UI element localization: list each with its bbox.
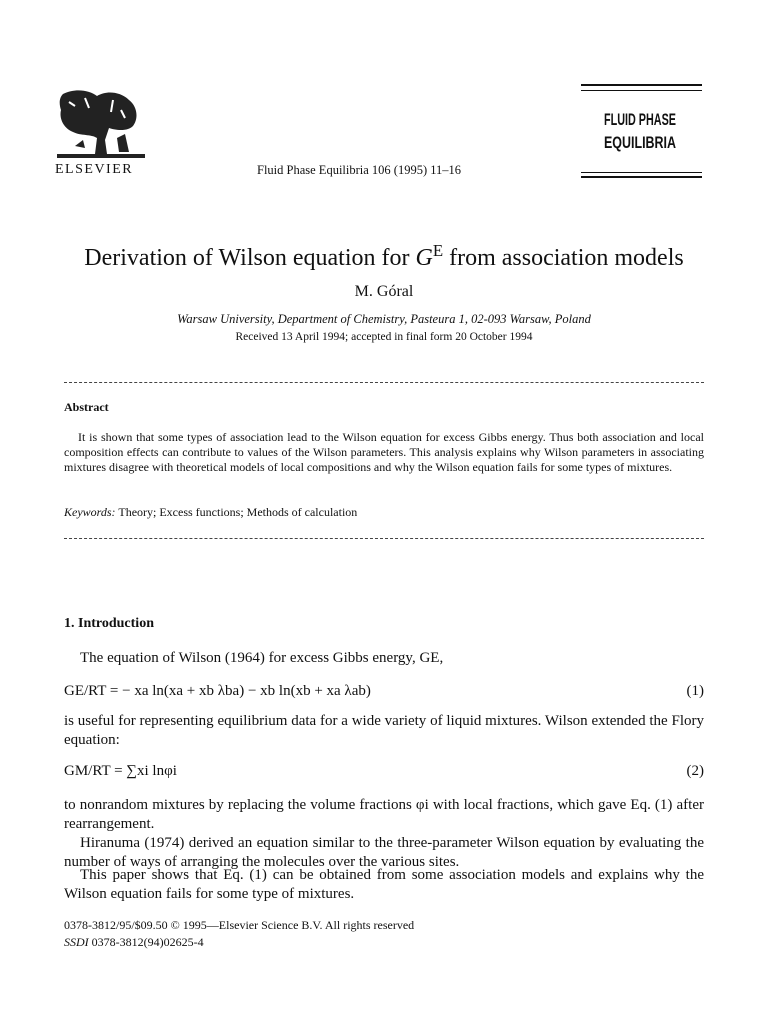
ssdi-code: 0378-3812(94)02625-4 <box>91 935 204 949</box>
paragraph-hiranuma: Hiranuma (1974) derived an equation similar to the three-parameter Wilson equation by evaluating the number of ways of arranging the molecules over the various sites. <box>64 835 704 870</box>
keywords <box>64 505 357 520</box>
copyright-line: 0378-3812/95/$09.50 © 1995—Elsevier Science B.V. All rights reserved <box>64 918 415 932</box>
journal-citation: Fluid Phase Equilibria 106 (1995) 11–16 <box>257 163 462 177</box>
equation-2-number: (2) <box>686 763 704 779</box>
paragraph-scope: This paper shows that Eq. (1) can be obtained from some association models and explains why the Wilson equation fails for some type of mixtures. <box>64 867 704 902</box>
received-dates: Received 13 April 1994; accepted in final form 20 October 1994 <box>235 331 533 343</box>
journal-logo-line1: FLUID PHASE <box>604 110 676 129</box>
divider <box>64 538 704 539</box>
journal-logo-rule <box>581 172 702 173</box>
section-heading: 1. Introduction <box>64 616 154 631</box>
ssdi-line <box>64 935 204 950</box>
keywords-list: Theory; Excess functions; Methods of calculation <box>118 505 358 519</box>
journal-logo-rule <box>581 90 702 91</box>
elsevier-tree-logo <box>55 88 147 162</box>
abstract-heading: Abstract <box>64 400 109 414</box>
equation-1: GE/RT = − xa ln(xa + xb λba) − xb ln(xb + xa λab) <box>64 683 371 699</box>
affiliation: Warsaw University, Department of Chemistry, Pasteura 1, 02-093 Warsaw, Poland <box>177 312 591 326</box>
paragraph-wilson: is useful for representing equilibrium data for a wide variety of liquid mixtures. Wilson extended the Flory equation: <box>64 713 704 748</box>
journal-logo <box>604 104 684 154</box>
abstract-text: It is shown that some types of association lead to the Wilson equation for excess Gibbs energy. Thus both association and local composition effects can contribute to values of the Wilson parameters. This analysis explains why Wilson parameters in associating mixtures disagree with theoretical models of local compositions and why the Wilson equation fails for some types of mixtures. <box>64 430 704 475</box>
journal-logo-rule <box>581 176 702 178</box>
divider <box>64 382 704 383</box>
keywords-label: Keywords: <box>64 505 116 519</box>
paragraph-nonrandom: to nonrandom mixtures by replacing the volume fractions φi with local fractions, which gave Eq. (1) after rearrangement. <box>64 797 704 832</box>
journal-logo-rule <box>581 84 702 86</box>
article-title: Derivation of Wilson equation for $G^E$ from association models <box>84 241 684 271</box>
equation-1-number: (1) <box>686 683 704 699</box>
equation-2: GM/RT = ∑xi lnφi <box>64 763 177 779</box>
author: M. Góral <box>354 283 414 300</box>
paragraph-intro: The equation of Wilson (1964) for excess Gibbs energy, GE, <box>80 650 444 666</box>
publisher-name: ELSEVIER <box>55 162 134 177</box>
journal-logo-line2: EQUILIBRIA <box>604 133 676 152</box>
ssdi-label: SSDI <box>64 935 89 949</box>
